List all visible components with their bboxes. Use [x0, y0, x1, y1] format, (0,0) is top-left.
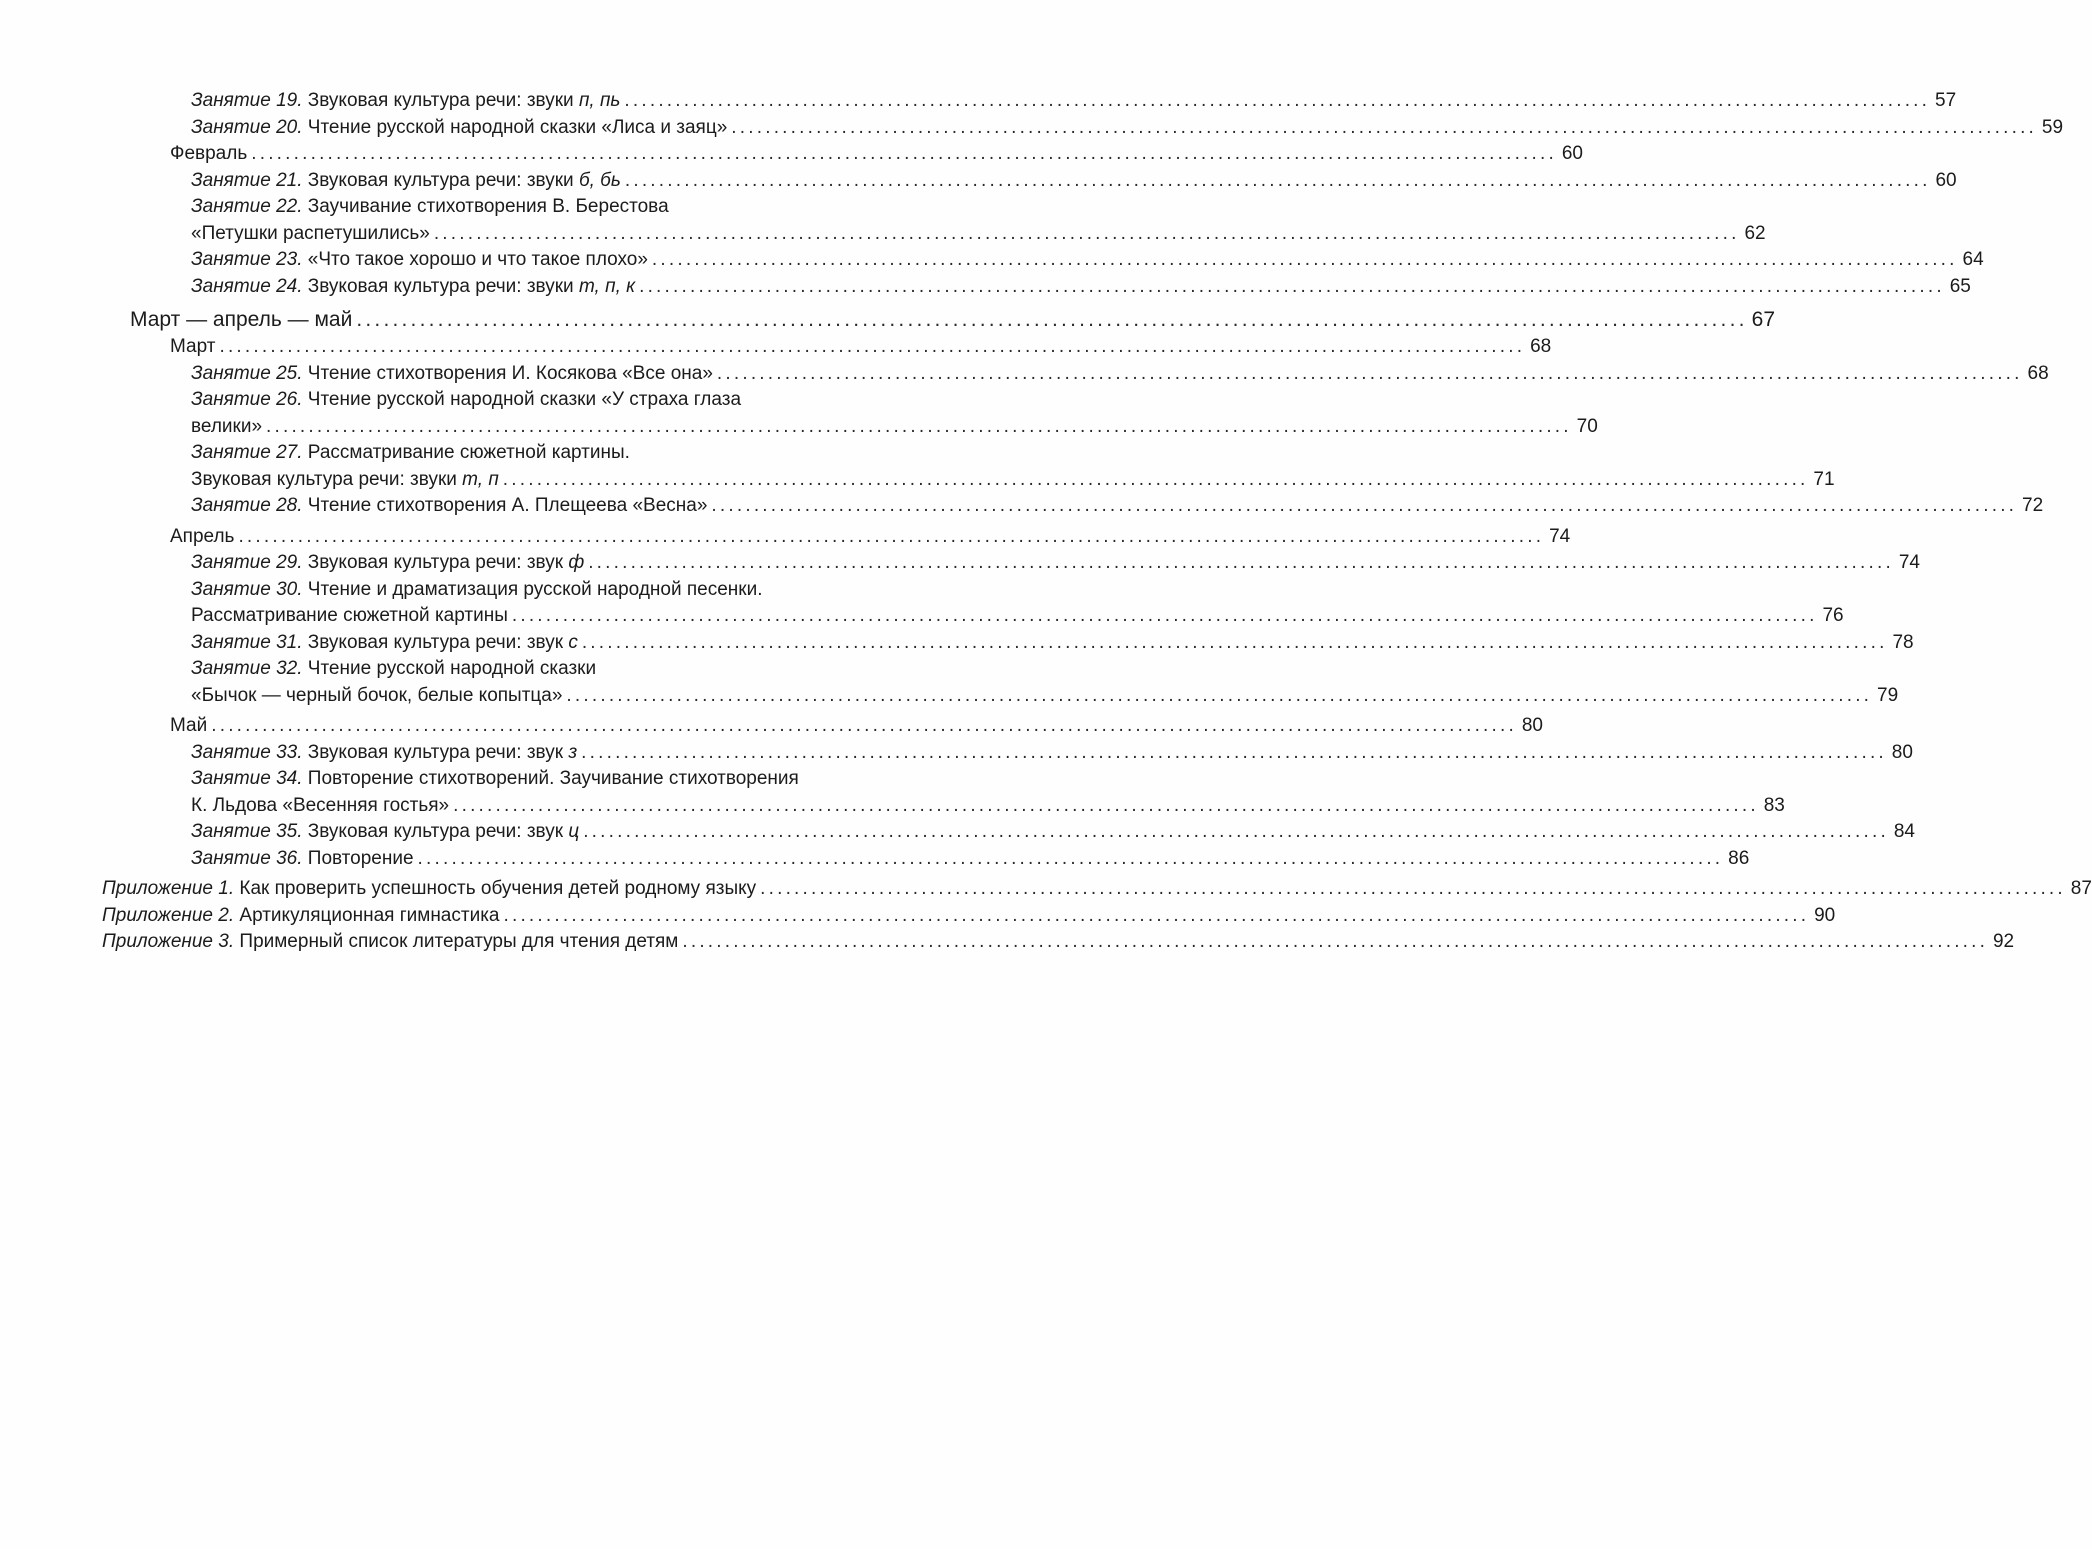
section-title: Апрель: [170, 525, 235, 547]
dot-leader: ..........................................................................................................................................................: [566, 684, 1873, 706]
page-number: 83: [1763, 794, 1785, 816]
toc-entry-lesson-32[interactable]: [0, 656, 1000, 683]
dot-leader: ..........................................................................................................................................................: [624, 169, 1931, 191]
toc-entry-lesson-19[interactable]: [0, 88, 1957, 115]
dot-leader: ..........................................................................................................................................................: [682, 931, 1989, 952]
lesson-label: Занятие 25.: [191, 362, 303, 384]
toc-entry-lesson-31[interactable]: [0, 630, 1914, 657]
lesson-title: Звуковая культура речи: звуки: [307, 90, 579, 111]
toc-entry-lesson-30-cont[interactable]: [0, 603, 1844, 630]
toc-entry-lesson-22[interactable]: [0, 194, 1000, 221]
page-number: 74: [1898, 552, 1920, 573]
lesson-label: Занятие 33.: [191, 741, 303, 763]
toc-entry-lesson-34[interactable]: [0, 766, 1000, 793]
lesson-title: Звуковая культура речи: звуки: [307, 169, 579, 191]
toc-section-may[interactable]: [0, 713, 1543, 740]
toc-entry-lesson-33[interactable]: [0, 740, 1913, 767]
toc-entry-lesson-20[interactable]: [0, 115, 2064, 142]
lesson-label: Занятие 22.: [191, 196, 303, 217]
dot-leader: ..........................................................................................................................................................: [731, 116, 2038, 138]
toc-entry-lesson-28[interactable]: [0, 493, 2044, 520]
lesson-sounds: т, п: [462, 468, 499, 490]
page-number: 57: [1935, 90, 1957, 111]
lesson-title-cont: К. Льдова «Весенняя гостья»: [191, 794, 450, 816]
lesson-label: Занятие 24.: [191, 275, 303, 297]
dot-leader: ..........................................................................................................................................................: [511, 605, 1818, 626]
page-number: 84: [1893, 821, 1915, 842]
lesson-label: Занятие 35.: [191, 821, 303, 842]
dot-leader: ..........................................................................................................................................................: [651, 249, 1958, 270]
page-number: 78: [1892, 631, 1914, 653]
lesson-title: Звуковая культура речи: звуки: [307, 275, 579, 297]
lesson-title-cont: Рассматривание сюжетной картины: [191, 605, 508, 626]
lesson-title: Звуковая культура речи: звук: [307, 631, 569, 653]
lesson-label: Занятие 36.: [191, 847, 303, 869]
lesson-title: Звуковая культура речи: звук: [307, 552, 569, 573]
page-number: 60: [1561, 143, 1583, 164]
page-number: 90: [1814, 904, 1836, 926]
dot-leader: ..........................................................................................................................................................: [503, 904, 1810, 926]
dot-leader: ..........................................................................................................................................................: [251, 143, 1557, 164]
lesson-title: Заучивание стихотворения В. Берестова: [307, 196, 669, 217]
toc-entry-lesson-21[interactable]: [0, 168, 1957, 195]
lesson-label: Занятие 34.: [191, 768, 303, 789]
toc-entry-lesson-26[interactable]: [0, 387, 1000, 414]
lesson-title: Чтение русской народной сказки «Лиса и заяц»: [307, 116, 728, 138]
page-number: 72: [2022, 495, 2044, 516]
toc-entry-lesson-26-cont[interactable]: [0, 414, 1598, 441]
toc-section-march[interactable]: [0, 334, 1552, 361]
lesson-label: Занятие 26.: [191, 389, 303, 410]
lesson-sounds: с: [568, 631, 578, 653]
page-number: 79: [1877, 684, 1899, 706]
toc-entry-lesson-30[interactable]: [0, 577, 1000, 604]
dot-leader: ..........................................................................................................................................................: [211, 715, 1517, 736]
dot-leader: ..........................................................................................................................................................: [219, 336, 1526, 357]
page-number: 71: [1813, 468, 1835, 490]
section-title: Февраль: [170, 143, 248, 164]
dot-leader: ..........................................................................................................................................................: [716, 362, 2023, 384]
lesson-label: Занятие 23.: [191, 249, 303, 270]
lesson-title: Чтение и драматизация русской народной песенки.: [307, 578, 763, 600]
toc-appendix-2[interactable]: [0, 903, 1836, 930]
part-title: Март — апрель — май: [130, 308, 353, 331]
lesson-title: Рассматривание сюжетной картины.: [307, 442, 630, 463]
lesson-label: Занятие 21.: [191, 169, 303, 191]
toc-entry-lesson-32-cont[interactable]: [0, 683, 1899, 710]
lesson-title: Звуковая культура речи: звук: [307, 821, 569, 842]
toc-section-february[interactable]: [0, 141, 1583, 168]
dot-leader: ..........................................................................................................................................................: [760, 878, 2066, 899]
dot-leader: ..........................................................................................................................................................: [581, 741, 1887, 763]
dot-leader: ..........................................................................................................................................................: [502, 468, 1809, 490]
toc-entry-lesson-35[interactable]: [0, 819, 1915, 846]
page-number: 74: [1549, 525, 1571, 547]
page-number: 59: [2041, 116, 2064, 138]
lesson-title: Повторение: [307, 847, 414, 869]
toc-entry-lesson-27[interactable]: [0, 440, 1000, 467]
lesson-label: Занятие 29.: [191, 552, 303, 573]
toc-entry-lesson-36[interactable]: [0, 846, 1750, 873]
dot-leader: ..........................................................................................................................................................: [624, 90, 1931, 111]
appendix-title: Как проверить успешность обучения детей родному языку: [239, 878, 757, 899]
lesson-sounds: з: [568, 741, 578, 763]
lesson-sounds: ц: [568, 821, 580, 842]
lesson-label: Занятие 19.: [191, 90, 303, 111]
lesson-title: Звуковая культура речи: звук: [307, 741, 569, 763]
page-number: 68: [1530, 336, 1552, 357]
lesson-title: «Что такое хорошо и что такое плохо»: [307, 249, 648, 270]
dot-leader: ..........................................................................................................................................................: [588, 552, 1894, 573]
lesson-title-cont: Звуковая культура речи: звуки: [191, 468, 463, 490]
page-number: 80: [1521, 715, 1543, 736]
lesson-title: Чтение русской народной сказки: [307, 658, 597, 679]
toc-part-march-april-may[interactable]: [0, 300, 1776, 334]
page-number: 70: [1576, 415, 1598, 437]
toc-entry-lesson-23[interactable]: [0, 247, 1984, 274]
appendix-label: Приложение 1.: [102, 878, 235, 899]
lesson-title: Чтение стихотворения А. Плещеева «Весна»: [307, 495, 708, 516]
page-number: 62: [1744, 222, 1766, 244]
lesson-label: Занятие 20.: [191, 116, 303, 138]
lesson-label: Занятие 31.: [191, 631, 303, 653]
lesson-title: Чтение стихотворения И. Косякова «Все она»: [307, 362, 713, 384]
lesson-title-cont: «Бычок — черный бочок, белые копытца»: [191, 684, 563, 706]
toc-entry-lesson-27-cont[interactable]: [0, 467, 1835, 494]
lesson-label: Занятие 27.: [191, 442, 303, 463]
dot-leader: ..........................................................................................................................................................: [238, 525, 1545, 547]
lesson-label: Занятие 30.: [191, 578, 303, 600]
dot-leader: ..........................................................................................................................................................: [581, 631, 1888, 653]
appendix-title: Примерный список литературы для чтения детям: [239, 931, 679, 952]
appendix-label: Приложение 3.: [102, 931, 235, 952]
toc-entry-lesson-24[interactable]: [0, 274, 1971, 301]
section-title: Май: [170, 715, 208, 736]
lesson-sounds: б, бь: [578, 169, 621, 191]
dot-leader: ..........................................................................................................................................................: [453, 794, 1759, 816]
appendix-title: Артикуляционная гимнастика: [239, 904, 500, 926]
lesson-sounds: т, п, к: [578, 275, 636, 297]
page-number: 60: [1935, 169, 1957, 191]
lesson-sounds: п, пь: [578, 90, 621, 111]
dot-leader: ..........................................................................................................................................................: [711, 495, 2018, 516]
appendix-label: Приложение 2.: [102, 904, 235, 926]
dot-leader: ..........................................................................................................................................................: [583, 821, 1889, 842]
page-number: 68: [2027, 362, 2049, 384]
page-number: 87: [2070, 878, 2092, 899]
toc-entry-lesson-34-cont[interactable]: [0, 793, 1785, 820]
page-number: 76: [1822, 605, 1844, 626]
lesson-title-cont: велики»: [191, 415, 263, 437]
page-number: 80: [1891, 741, 1913, 763]
lesson-sounds: ф: [568, 552, 585, 573]
toc-entry-lesson-25[interactable]: [0, 361, 2049, 388]
page-number: 86: [1728, 847, 1750, 869]
page-number: 92: [1992, 931, 2015, 952]
lesson-title: Повторение стихотворений. Заучивание стихотворения: [307, 768, 799, 789]
toc-entry-lesson-29[interactable]: [0, 550, 1920, 577]
dot-leader: ..........................................................................................................................................................: [417, 847, 1724, 869]
dot-leader: ..........................................................................................................................................................: [433, 222, 1740, 244]
page-number: 65: [1949, 275, 1971, 297]
section-title: Март: [170, 336, 216, 357]
table-of-contents: [0, 88, 2092, 956]
toc-entry-lesson-22-cont[interactable]: [0, 221, 1766, 248]
toc-appendix-3[interactable]: [0, 929, 2015, 956]
toc-section-april[interactable]: [0, 524, 1571, 551]
lesson-title-cont: «Петушки распетушились»: [191, 222, 430, 244]
page-number: 67: [1751, 308, 1776, 331]
lesson-label: Занятие 28.: [191, 495, 303, 516]
dot-leader: ..........................................................................................................................................................: [266, 415, 1572, 437]
page-number: 64: [1962, 249, 1984, 270]
toc-appendix-1[interactable]: [0, 876, 2092, 903]
dot-leader: ..........................................................................................................................................................: [639, 275, 1945, 297]
lesson-label: Занятие 32.: [191, 658, 303, 679]
lesson-title: Чтение русской народной сказки «У страха глаза: [307, 389, 742, 410]
dot-leader: ..........................................................................................................................................................: [356, 308, 1748, 331]
